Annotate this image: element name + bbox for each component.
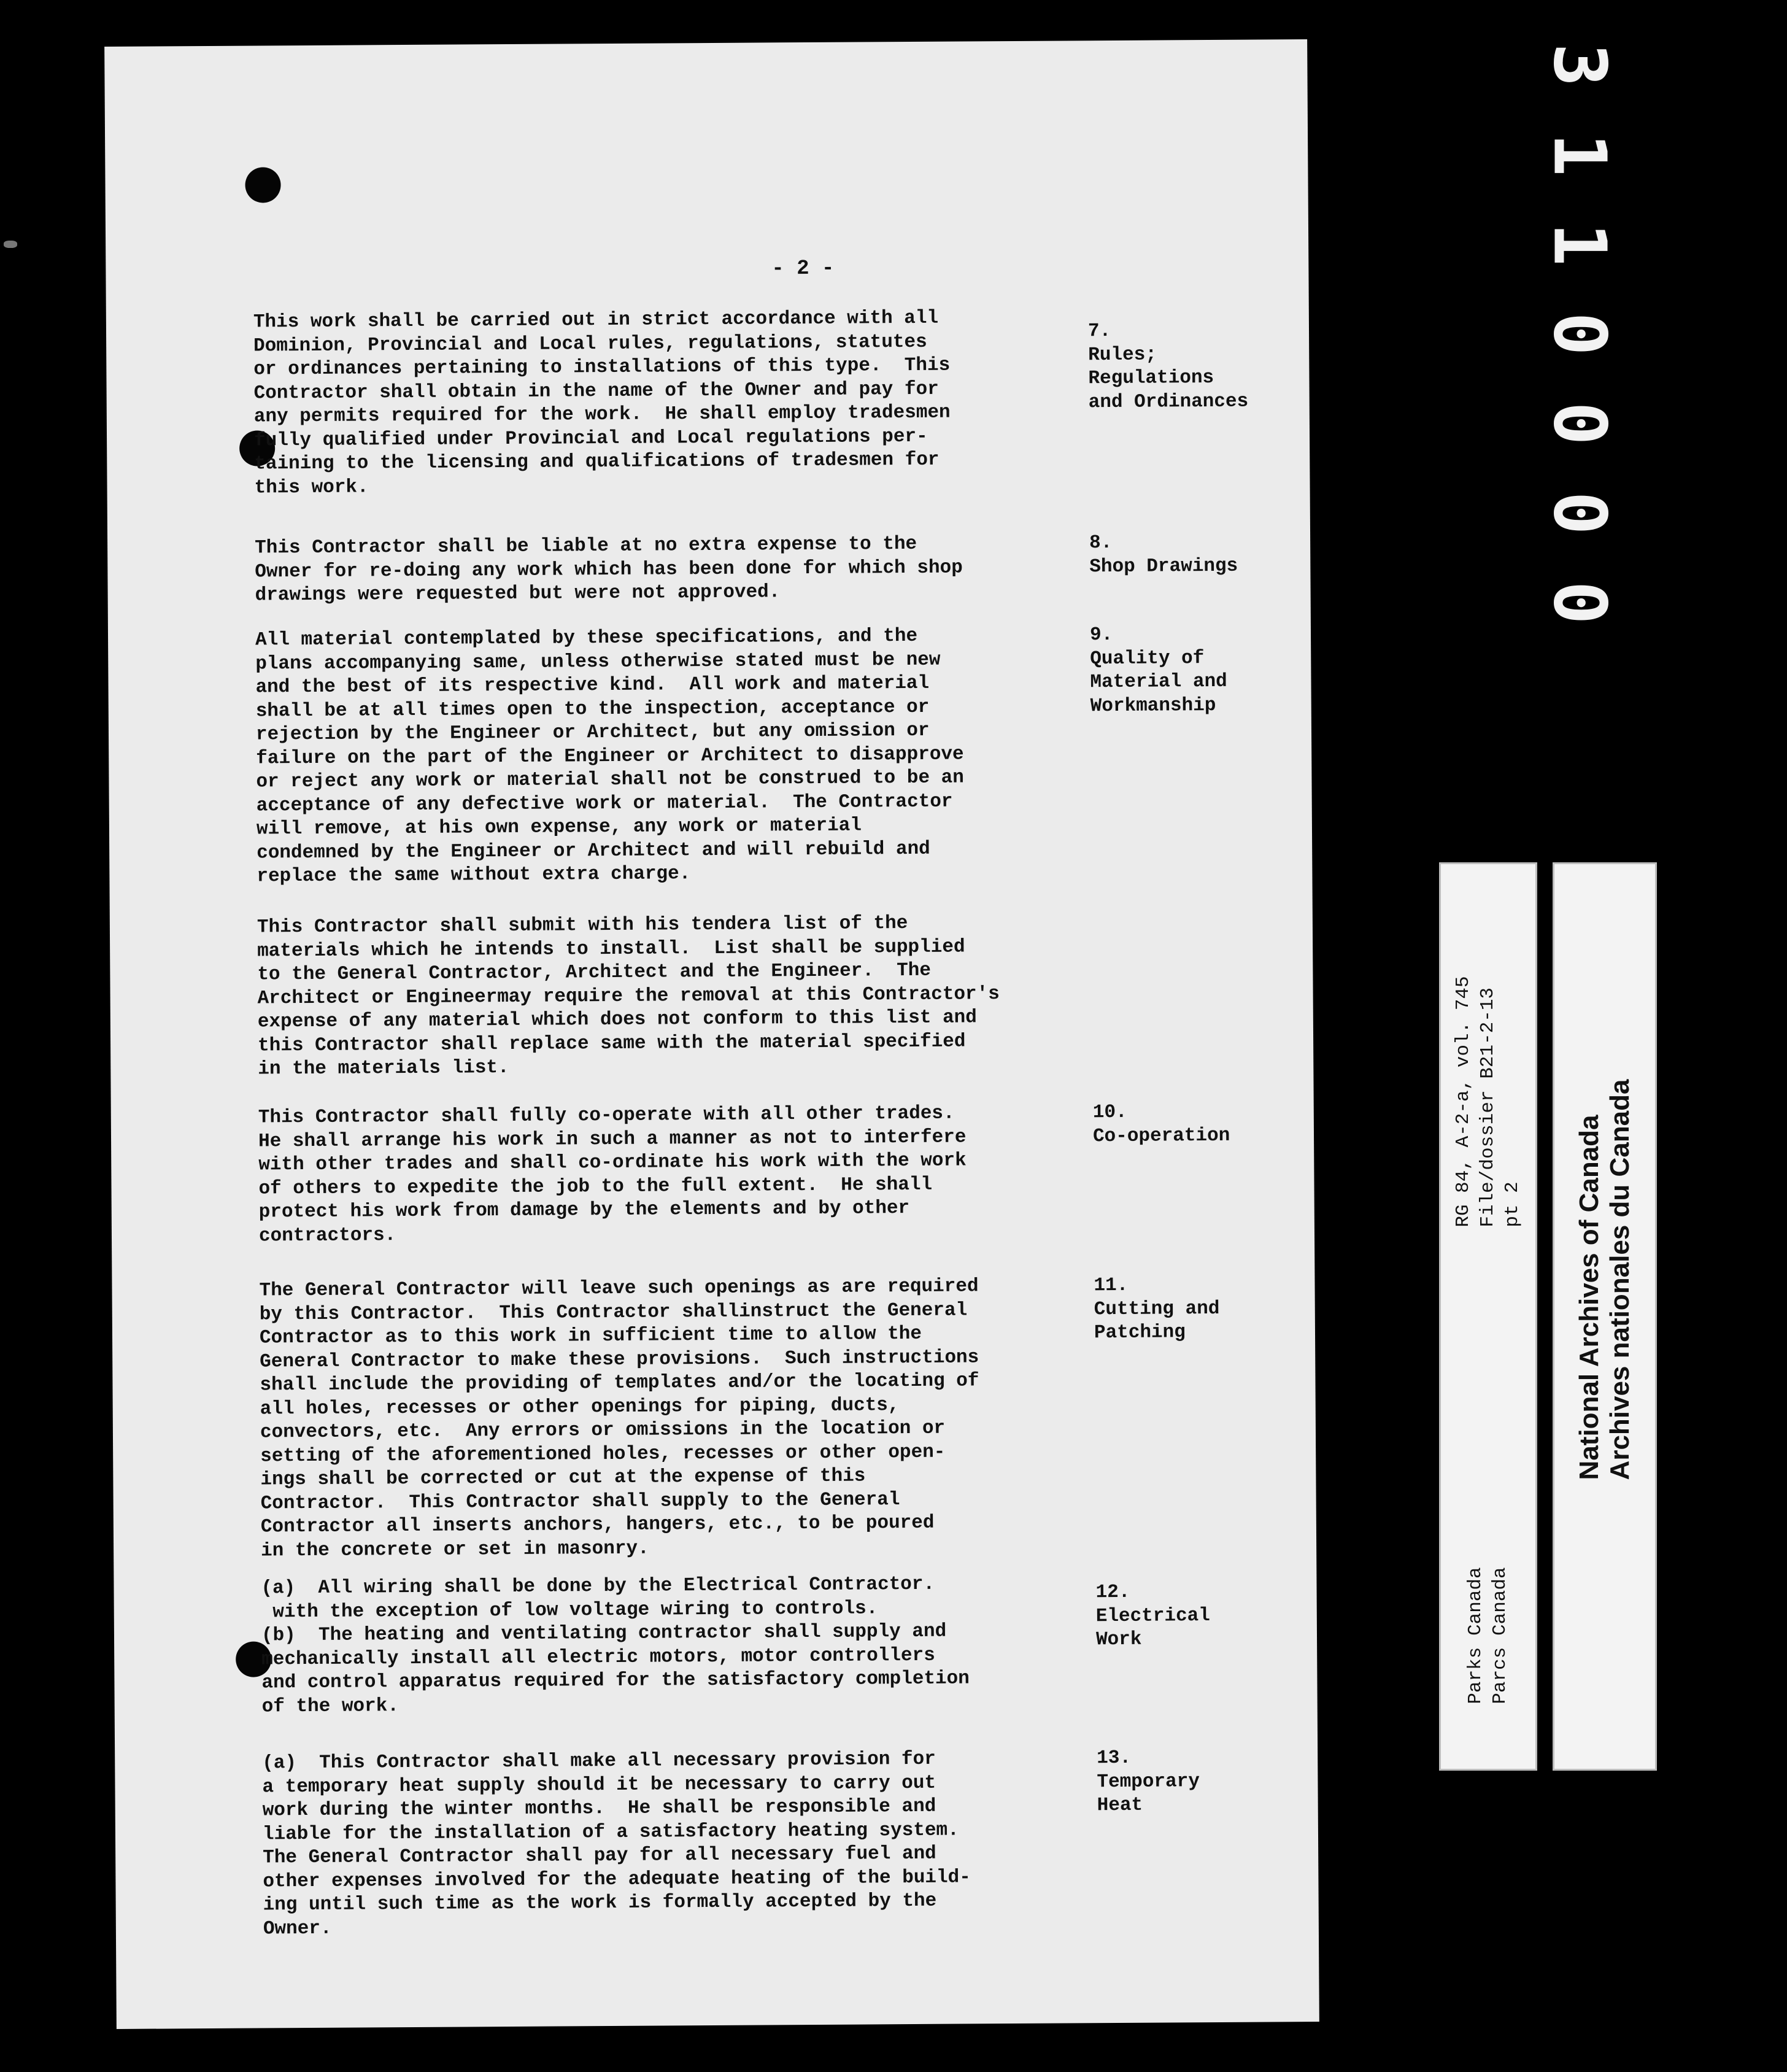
clause-8-heading: 8. Shop Drawings <box>1089 532 1238 578</box>
microfilm-frame-number <box>1534 25 1626 643</box>
archive-reference: RG 84, A-2-a, vol. 745 File/dossier B21-2-13 pt 2 <box>1453 976 1523 1227</box>
clause-7-heading: 7. Rules; Regulations and Ordinances <box>1087 320 1249 413</box>
clause-10-text: This Contractor shall fully co-operate with all other trades. He shall arrange his work in such a manner as not to interfere with other trades and shall co-ordinate his work with the work of others to expedite the job to the full extent. He shall protect his work from damage by the elements and by other contractors. <box>258 1102 967 1247</box>
frame-number-digit: 0 <box>1537 581 1623 625</box>
clause-9-text: All material contemplated by these specifications, and the plans accompanying same, unless otherwise stated must be new and the best of its respective kind. All work and material shall be at all times open to the inspection, acceptance or rejection by the Engineer or Architect, but any omission or failure on the part of the Engineer or Architect to disapprove or reject any work or material shall not be construed to be an acceptance of any defective work or material. The Contractor will remove, at his own expense, any work or material condemned by the Engineer or Architect and will rebuild and replace the same without extra charge. <box>255 625 964 887</box>
frame-number-digit: 3 <box>1537 43 1623 87</box>
clause-7-text: This work shall be carried out in strict accordance with all Dominion, Provincial and Local rules, regulations, statutes or ordinances pertaining to installations of this type. This Contractor shall obtain in the name of the Owner and pay for any permits required for the work. He shall employ tradesmen fully qualified under Provincial and Local regulations per- taining to the licensing and qualifications of tradesmen for this work. <box>253 307 951 499</box>
clause-10-heading: 10. Co-operation <box>1092 1101 1230 1147</box>
punch-hole-top <box>245 167 280 203</box>
clause-9-heading: 9. Quality of Material and Workmanship <box>1089 624 1227 717</box>
national-archives-name: National Archives of Canada Archives nationales du Canada <box>1574 1079 1635 1480</box>
document-page <box>104 39 1319 2029</box>
page-number: - 2 - <box>771 257 835 281</box>
archive-reference-stamp <box>1439 862 1537 1771</box>
clause-13-heading: 13. Temporary Heat <box>1097 1747 1200 1817</box>
clause-12-text: (a) All wiring shall be done by the Electrical Contractor. with the exception of low voltage wiring to controls. (b) The heating and ventilating contractor shall supply and mechanically install all electric motors, motor controllers and control apparatus required for the satisfactory completion of the work. <box>261 1573 970 1717</box>
clause-11-heading: 11. Cutting and Patching <box>1094 1274 1220 1344</box>
frame-number-digit: 1 <box>1537 222 1623 266</box>
frame-number-digit: 0 <box>1537 401 1623 446</box>
frame-number-digit: 1 <box>1537 133 1623 177</box>
film-speck <box>4 241 17 248</box>
clause-11-text: The General Contractor will leave such openings as are required by this Contractor. This Contractor shallinstruct the General Contractor as to this work in sufficient time to allow the General Contractor to make these provisions. Such instructions shall include the providing of templates and/or the locating of all holes, recesses or other openings for piping, ducts, convectors, etc. Any errors or omissions in the location or setting of the aforementioned holes, recesses or other open- ings shall be corrected or cut at the expense of this Contractor. This Contractor shall supply to the General Contractor all inserts anchors, hangers, etc., to be poured in the concrete or set in masonry. <box>259 1275 979 1562</box>
national-archives-stamp <box>1553 862 1657 1771</box>
clause-13-text: (a) This Contractor shall make all necessary provision for a temporary heat supply should it be necessary to carry out work during the winter months. He shall be responsible and liable for the installation of a satisfactory heating system. The General Contractor shall pay for all necessary fuel and other expenses involved for the adequate heating of the build- ing until such time as the work is formally accepted by the Owner. <box>262 1748 971 1939</box>
archive-agency: Parks Canada Parcs Canada <box>1465 1567 1511 1704</box>
clause-12-heading: 12. Electrical Work <box>1095 1581 1210 1651</box>
clause-8-text: This Contractor shall be liable at no extra expense to the Owner for re-doing any work which has been done for which shop drawings were requested but were not approved. <box>255 533 963 606</box>
frame-number-digit: 0 <box>1537 312 1623 356</box>
materials-list-text: This Contractor shall submit with his tendera list of the materials which he intends to install. List shall be supplied to the General Contractor, Architect and the Engineer. The Architect or Engineermay require the removal at this Contractor's expense of any material which does not conform to this list and this Contractor shall replace same with the material specified in the materials list. <box>257 913 1000 1080</box>
frame-number-digit: 0 <box>1537 491 1623 535</box>
